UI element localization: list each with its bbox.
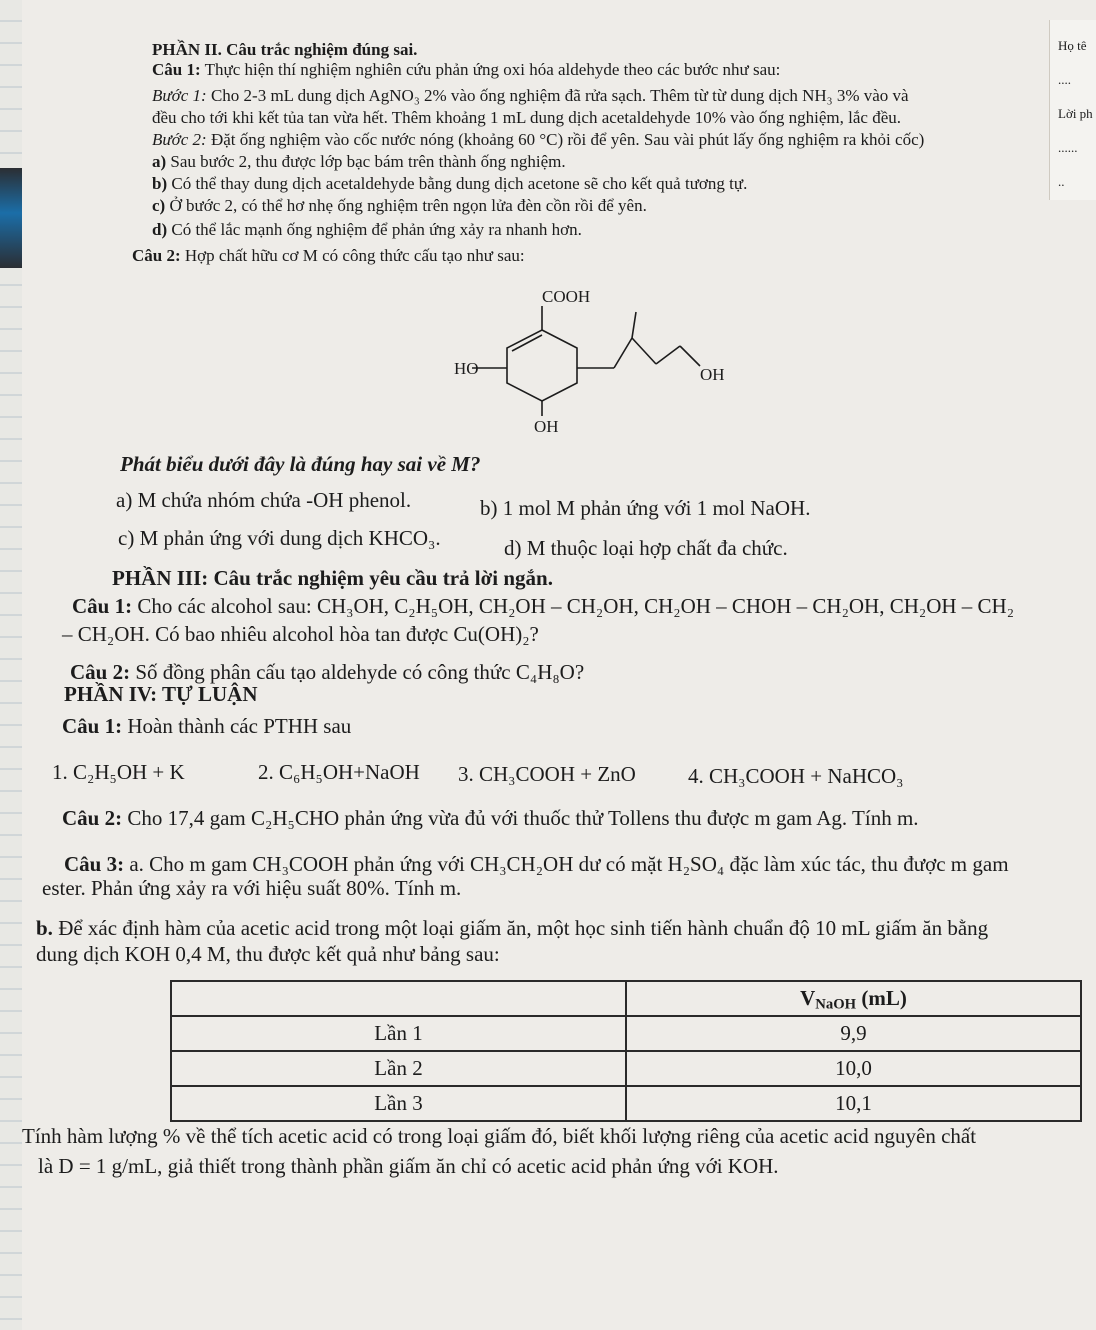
- table-row: [171, 1086, 1081, 1121]
- question-label: b.: [36, 916, 53, 940]
- step-text: Cho 2-3 mL dung dịch AgNO₃ 2% vào ống nghiệm đã rửa sạch. Thêm từ từ dung dịch NH₃ 3% vào và: [206, 86, 909, 105]
- part3-q1-line2: – CH₂OH. Có bao nhiêu alcohol hòa tan được Cu(OH)₂?: [62, 622, 539, 646]
- q2-option-d: d) M thuộc loại hợp chất đa chức.: [504, 536, 788, 560]
- question-label: Câu 3:: [64, 852, 125, 876]
- statement-label: d): [152, 220, 168, 239]
- table-row: [171, 1016, 1081, 1051]
- side-answer-strip: [1049, 20, 1096, 200]
- question-text: Hoàn thành các PTHH sau: [122, 714, 352, 738]
- step2-line: [152, 130, 924, 150]
- step-text: Đặt ống nghiệm vào cốc nước nóng (khoảng 60 °C) rồi để yên. Sau vài phút lấy ống nghiệm ra khỏi cốc): [206, 130, 925, 149]
- part4-q1: [62, 714, 351, 738]
- q2-option-b: b) 1 mol M phản ứng với 1 mol NaOH.: [480, 496, 811, 520]
- molecule-structure: [442, 282, 752, 442]
- part2-q2-stem: Phát biểu dưới đây là đúng hay sai về M?: [120, 452, 481, 476]
- final-question-line2: là D = 1 g/mL, giả thiết trong thành phần giấm ăn chỉ có acetic acid phản ứng với KOH.: [38, 1154, 779, 1178]
- question-text: Số đồng phân cấu tạo aldehyde có công thức C₄H₈O?: [130, 660, 585, 684]
- statement-a: [152, 152, 566, 172]
- dots: ......: [1058, 140, 1078, 155]
- table-cell: Lần 3: [171, 1086, 626, 1121]
- step1-line2: đều cho tới khi kết tủa tan vừa hết. Thêm khoảng 1 mL dung dịch acetaldehyde 10% vào ống nghiệm, lắc đều.: [152, 108, 901, 127]
- part3-heading: PHẦN III: Câu trắc nghiệm yêu cầu trả lời ngắn.: [112, 566, 553, 590]
- question-label: Câu 1:: [62, 714, 123, 738]
- part4-heading: PHẦN IV: TỰ LUẬN: [64, 682, 258, 706]
- table-header-row: [171, 981, 1081, 1016]
- question-text: Thực hiện thí nghiệm nghiên cứu phản ứng oxi hóa aldehyde theo các bước như sau:: [200, 60, 781, 79]
- statement-text: Sau bước 2, thu được lớp bạc bám trên thành ống nghiệm.: [166, 152, 566, 171]
- step-label: Bước 2:: [152, 130, 207, 149]
- part3-q2: [70, 660, 584, 684]
- cooh-label: COOH: [542, 287, 591, 306]
- part3-q1-line1: [72, 594, 1014, 618]
- side-chain-bond: [614, 338, 632, 368]
- side-chain-bond: [656, 346, 680, 364]
- statement-b: [152, 174, 747, 194]
- question-text: Cho các alcohol sau: CH₃OH, C₂H₅OH, CH₂OH – CH₂OH, CH₂OH – CHOH – CH₂OH, CH₂OH – CH₂: [132, 594, 1015, 618]
- oh-bottom-label: OH: [534, 417, 559, 436]
- part4-q2: [62, 806, 919, 830]
- question-label: Câu 1:: [72, 594, 133, 618]
- equation-4: 4. CH₃COOH + NaHCO₃: [688, 764, 904, 788]
- cyclohexene-ring: [507, 330, 577, 401]
- statement-label: c): [152, 196, 166, 215]
- statement-label: b): [152, 174, 168, 193]
- table-header-cell: $V_{NaOH}$ (mL): [626, 981, 1081, 1016]
- statement-c: [152, 196, 647, 216]
- equation-3: 3. CH₃COOH + ZnO: [458, 762, 636, 786]
- part4-q3-line1: [64, 852, 1009, 876]
- part2-q1: [152, 60, 780, 80]
- table-header-cell: [171, 981, 626, 1016]
- statement-text: Có thể lắc mạnh ống nghiệm để phản ứng xảy ra nhanh hơn.: [167, 220, 582, 239]
- statement-text: Có thể thay dung dịch acetaldehyde bằng dung dịch acetone sẽ cho kết quả tương tự.: [167, 174, 748, 193]
- statement-d: [152, 220, 582, 240]
- table-cell: 10,1: [626, 1086, 1081, 1121]
- table-cell: 10,0: [626, 1051, 1081, 1086]
- q2-option-c: c) M phản ứng với dung dịch KHCO₃.: [118, 526, 441, 550]
- q2-option-a: a) M chứa nhóm chứa -OH phenol.: [116, 488, 412, 512]
- equation-2: 2. C₆H₅OH+NaOH: [258, 760, 420, 784]
- methyl-bond: [632, 312, 636, 338]
- ho-label: HO: [454, 359, 479, 378]
- side-chain-bond: [680, 346, 700, 366]
- question-label: Câu 2:: [62, 806, 123, 830]
- part4-q3b-line1: [36, 916, 988, 940]
- answer-label: Lời ph: [1058, 106, 1093, 121]
- question-text: Hợp chất hữu cơ M có công thức cấu tạo như sau:: [180, 246, 525, 265]
- table-cell: Lần 2: [171, 1051, 626, 1086]
- question-label: Câu 1:: [152, 60, 201, 79]
- side-chain-bond: [632, 338, 656, 364]
- part4-q3-line2: ester. Phản ứng xảy ra với hiệu suất 80%. Tính m.: [42, 876, 462, 900]
- step1-line1: [152, 86, 909, 106]
- part2-heading: PHẦN II. Câu trắc nghiệm đúng sai.: [152, 40, 418, 59]
- question-label: Câu 2:: [70, 660, 131, 684]
- question-text: Cho 17,4 gam C₂H₅CHO phản ứng vừa đủ với thuốc thử Tollens thu được m gam Ag. Tính m.: [122, 806, 919, 830]
- dots: ..: [1058, 174, 1065, 189]
- statement-text: Ở bước 2, có thể hơ nhẹ ống nghiệm trên ngọn lửa đèn cồn rồi để yên.: [165, 196, 647, 215]
- step-label: Bước 1:: [152, 86, 207, 105]
- question-text: a. Cho m gam CH₃COOH phản ứng với CH₃CH₂OH dư có mặt H₂SO₄ đặc làm xúc tác, thu được m gam: [124, 852, 1009, 876]
- question-text: Để xác định hàm của acetic acid trong một loại giấm ăn, một học sinh tiến hành chuẩn độ 10 mL giấm ăn bằng: [52, 916, 989, 940]
- table-row: [171, 1051, 1081, 1086]
- final-question-line1: Tính hàm lượng % về thể tích acetic acid có trong loại giấm đó, biết khối lượng riêng của acetic acid nguyên chất: [22, 1124, 977, 1148]
- part4-q3b-line2: dung dịch KOH 0,4 M, thu được kết quả như bảng sau:: [36, 942, 500, 966]
- part2-q2: [132, 246, 525, 266]
- statement-label: a): [152, 152, 167, 171]
- table-cell: 9,9: [626, 1016, 1081, 1051]
- equation-1: 1. C₂H₅OH + K: [52, 760, 185, 784]
- titration-table: [170, 980, 1082, 1122]
- name-label: Họ tê: [1058, 38, 1087, 53]
- exam-sheet: [22, 0, 1096, 1330]
- dots: ....: [1058, 72, 1071, 87]
- oh-right-label: OH: [700, 365, 725, 384]
- table-cell: Lần 1: [171, 1016, 626, 1051]
- question-label: Câu 2:: [132, 246, 181, 265]
